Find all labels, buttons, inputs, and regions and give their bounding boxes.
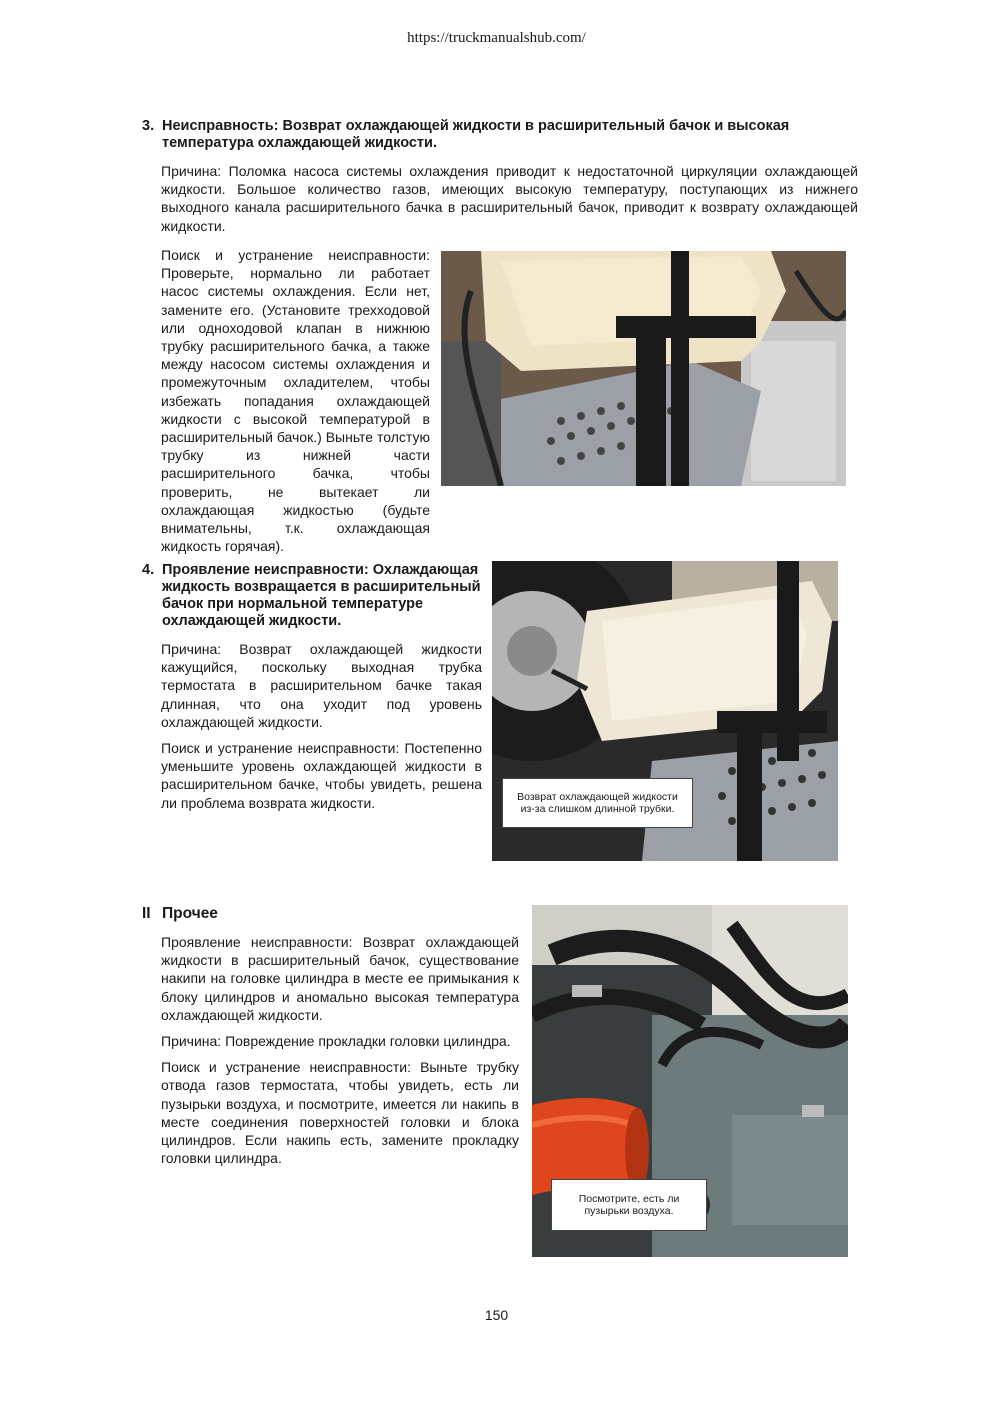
section-4-fix-text: Поиск и устранение неисправности: Постепенно уменьшите уровень охлаждающей жидкости в расширительном бачке, чтобы увидеть, решена ли проблема возврата жидкости. — [161, 740, 482, 811]
section-ii-number: II — [142, 905, 151, 922]
section-ii-fix-text: Поиск и устранение неисправности: Выньте трубку отвода газов термостата, чтобы увидеть, есть ли пузырьки воздуха, и посмотрите, имеется ли накипь в месте соединения поверхностей головки и блока цилиндров. Если накипь есть, замените прокладку головки цилиндра. — [161, 1059, 519, 1167]
header-url: https://truckmanualshub.com/ — [407, 30, 586, 46]
section-3-fix — [161, 246, 430, 563]
section-4-cause-text: Причина: Возврат охлаждающей жидкости кажущийся, поскольку выходная трубка термостата в расширительном бачке такая длинная, что она уходит под уровень охлаждающей жидкости. — [161, 641, 482, 730]
section-3-cause — [161, 162, 858, 243]
section-3-cause-text: Причина: Поломка насоса системы охлаждения приводит к недостаточной циркуляции охлаждающей жидкости. Большое количество газов, имеющих высокую температуру, поступающих из нижнего выходного канала расширительного бачка в расширительный бачок, приводит к возврату охлаждающей жидкости. — [161, 163, 858, 234]
section-4-body — [161, 640, 482, 820]
section-3-title: Неисправность: Возврат охлаждающей жидкости в расширительный бачок и высокая температура охлаждающей жидкости. — [162, 118, 790, 151]
engine-photo-caption: Посмотрите, есть ли пузырьки воздуха. — [551, 1179, 707, 1231]
section-4-title: Проявление неисправности: Охлаждающая жидкость возвращается в расширительный бачок при нормальной температуре охлаждающей жидкости. — [162, 562, 481, 629]
expansion-tank-photo — [441, 251, 846, 486]
section-4-heading — [142, 562, 482, 630]
section-3-fix-text: Поиск и устранение неисправности: Проверьте, нормально ли работает насос системы охлаждения. Если нет, замените его. (Установите трехходовой или одноходовой клапан в нижнюю трубку расширительного бачка, а также между насосом системы охлаждения и промежуточным охладителем, чтобы избежать попадания охлаждающей жидкости с высокой температурой в расширительный бачок.) Выньте толстую трубку из нижней части расширительного бачка, чтобы проверить, не вытекает ли охлаждающая жидкостью (будьте внимательны, т.к. охлаждающая жидкость горячая). — [161, 247, 430, 555]
section-ii-title: Прочее — [162, 905, 218, 922]
section-ii-body — [161, 933, 519, 1175]
long-tube-photo — [492, 561, 838, 861]
long-tube-caption: Возврат охлаждающей жидкости из-за слишком длинной трубки. — [502, 778, 693, 828]
section-ii-heading — [142, 905, 462, 922]
page-number: 150 — [484, 1307, 509, 1323]
section-4-number: 4. — [142, 562, 155, 578]
section-ii-symptom-text: Проявление неисправности: Возврат охлаждающей жидкости в расширительный бачок, существование накипи на головке цилиндра в месте ее примыкания к блоку цилиндров и аномально высокая температура охлаждающей жидкости. — [161, 934, 519, 1023]
section-3-number: 3. — [142, 118, 155, 134]
section-3-heading — [142, 118, 858, 152]
section-ii-cause-text: Причина: Повреждение прокладки головки цилиндра. — [161, 1033, 511, 1050]
engine-photo — [532, 905, 848, 1257]
